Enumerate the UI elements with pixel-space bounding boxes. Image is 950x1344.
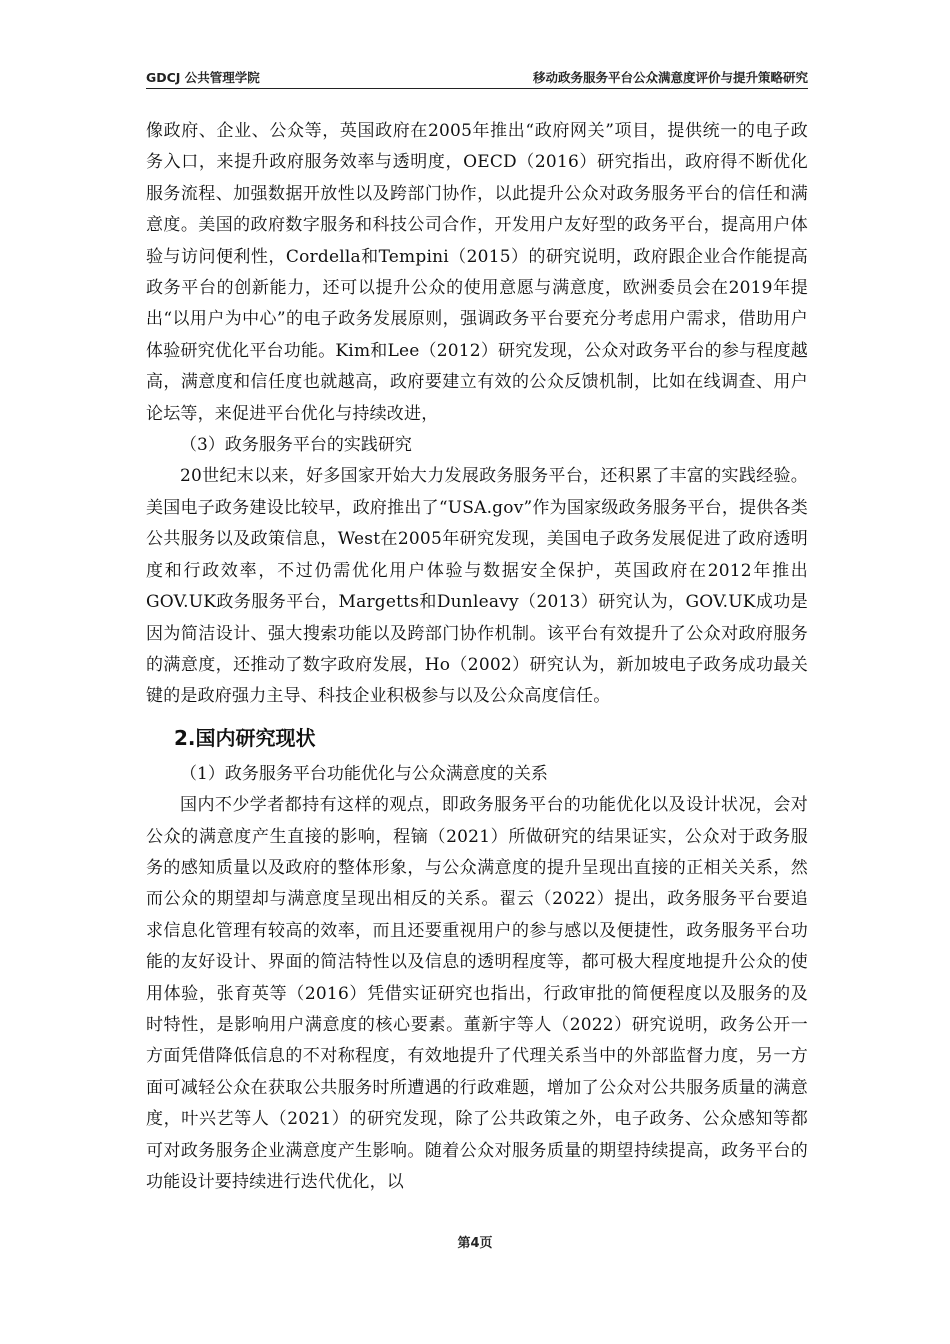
paragraph-domestic-research: 国内不少学者都持有这样的观点，即政务服务平台的功能优化以及设计状况，会对公众的满意度产生直接的影响，程镝（2021）所做研究的结果证实，公众对于政务服务的感知质量以及政府的整体形象，与公众满意度的提升呈现出直接的正相关关系，然而公众的期望却与满意度呈现出相反的关系。翟云（2022）提出，政务服务平台要追求信息化管理有较高的效率，而且还要重视用户的参与感以及便捷性，政务服务平台功能的友好设计、界面的简洁特性以及信息的透明程度等，都可极大程度地提升公众的使用体验，张育英等（2016）凭借实证研究也指出，行政审批的简便程度以及服务的及时特性，是影响用户满意度的核心要素。董新宇等人（2022）研究说明，政务公开一方面凭借降低信息的不对称程度，有效地提升了代理关系当中的外部监督力度，另一方面可减轻公众在获取公共服务时所遭遇的行政难题，增加了公众对公共服务质量的满意度，叶兴艺等人（2021）的研究发现，除了公共政策之外，电子政务、公众感知等都可对政务服务企业满意度产生影响。随着公众对服务质量的期望持续提高，政务平台的功能设计要持续进行迭代优化，以 xyxy=(146,795,808,1192)
header-thesis-title: 移动政务服务平台公众满意度评价与提升策略研究 xyxy=(532,70,808,85)
page-header xyxy=(146,66,808,89)
document-body xyxy=(146,116,808,1198)
subheading-practice-research: （3）政务服务平台的实践研究 xyxy=(180,435,412,456)
subheading-function-optimization: （1）政务服务平台功能优化与公众满意度的关系 xyxy=(180,763,548,784)
section-heading-domestic-research: 2.国内研究现状 xyxy=(174,725,316,750)
header-institution: GDCJ 公共管理学院 xyxy=(146,70,260,85)
paragraph-international-policy: 像政府、企业、公众等，英国政府在2005年推出“政府网关”项目，提供统一的电子政务入口，来提升政府服务效率与透明度，OECD（2016）研究指出，政府得不断优化服务流程、加强数据开放性以及跨部门协作，以此提升公众对政务服务平台的信任和满意度。美国的政府数字服务和科技公司合作，开发用户友好型的政务平台，提高用户体验与访问便利性，Cordella和Tempini（2015）的研究说明，政府跟企业合作能提高政务平台的创新能力，还可以提升公众的使用意愿与满意度，欧洲委员会在2019年提出“以用户为中心”的电子政务发展原则，强调政务平台要充分考虑用户需求，借助用户体验研究优化平台功能。Kim和Lee（2012）研究发现，公众对政务平台的参与程度越高，满意度和信任度也就越高，政府要建立有效的公众反馈机制，比如在线调查、用户论坛等，来促进平台优化与持续改进， xyxy=(146,121,808,424)
page-number: 第4页 xyxy=(457,1236,493,1251)
paragraph-practice-research: 20世纪末以来，好多国家开始大力发展政务服务平台，还积累了丰富的实践经验。美国电子政务建设比较早，政府推出了“USA.gov”作为国家级政务服务平台，提供各类公共服务以及政策信息，West在2005年研究发现，美国电子政务发展促进了政府透明度和行政效率，不过仍需优化用户体验与数据安全保护，英国政府在2012年推出GOV.UK政务服务平台，Margetts和Dunleavy（2013）研究认为，GOV.UK成功是因为简洁设计、强大搜索功能以及跨部门协作机制。该平台有效提升了公众对政府服务的满意度，还推动了数字政府发展，Ho（2002）研究认为，新加坡电子政务成功最关键的是政府强力主导、科技企业积极参与以及公众高度信任。 xyxy=(146,466,808,707)
